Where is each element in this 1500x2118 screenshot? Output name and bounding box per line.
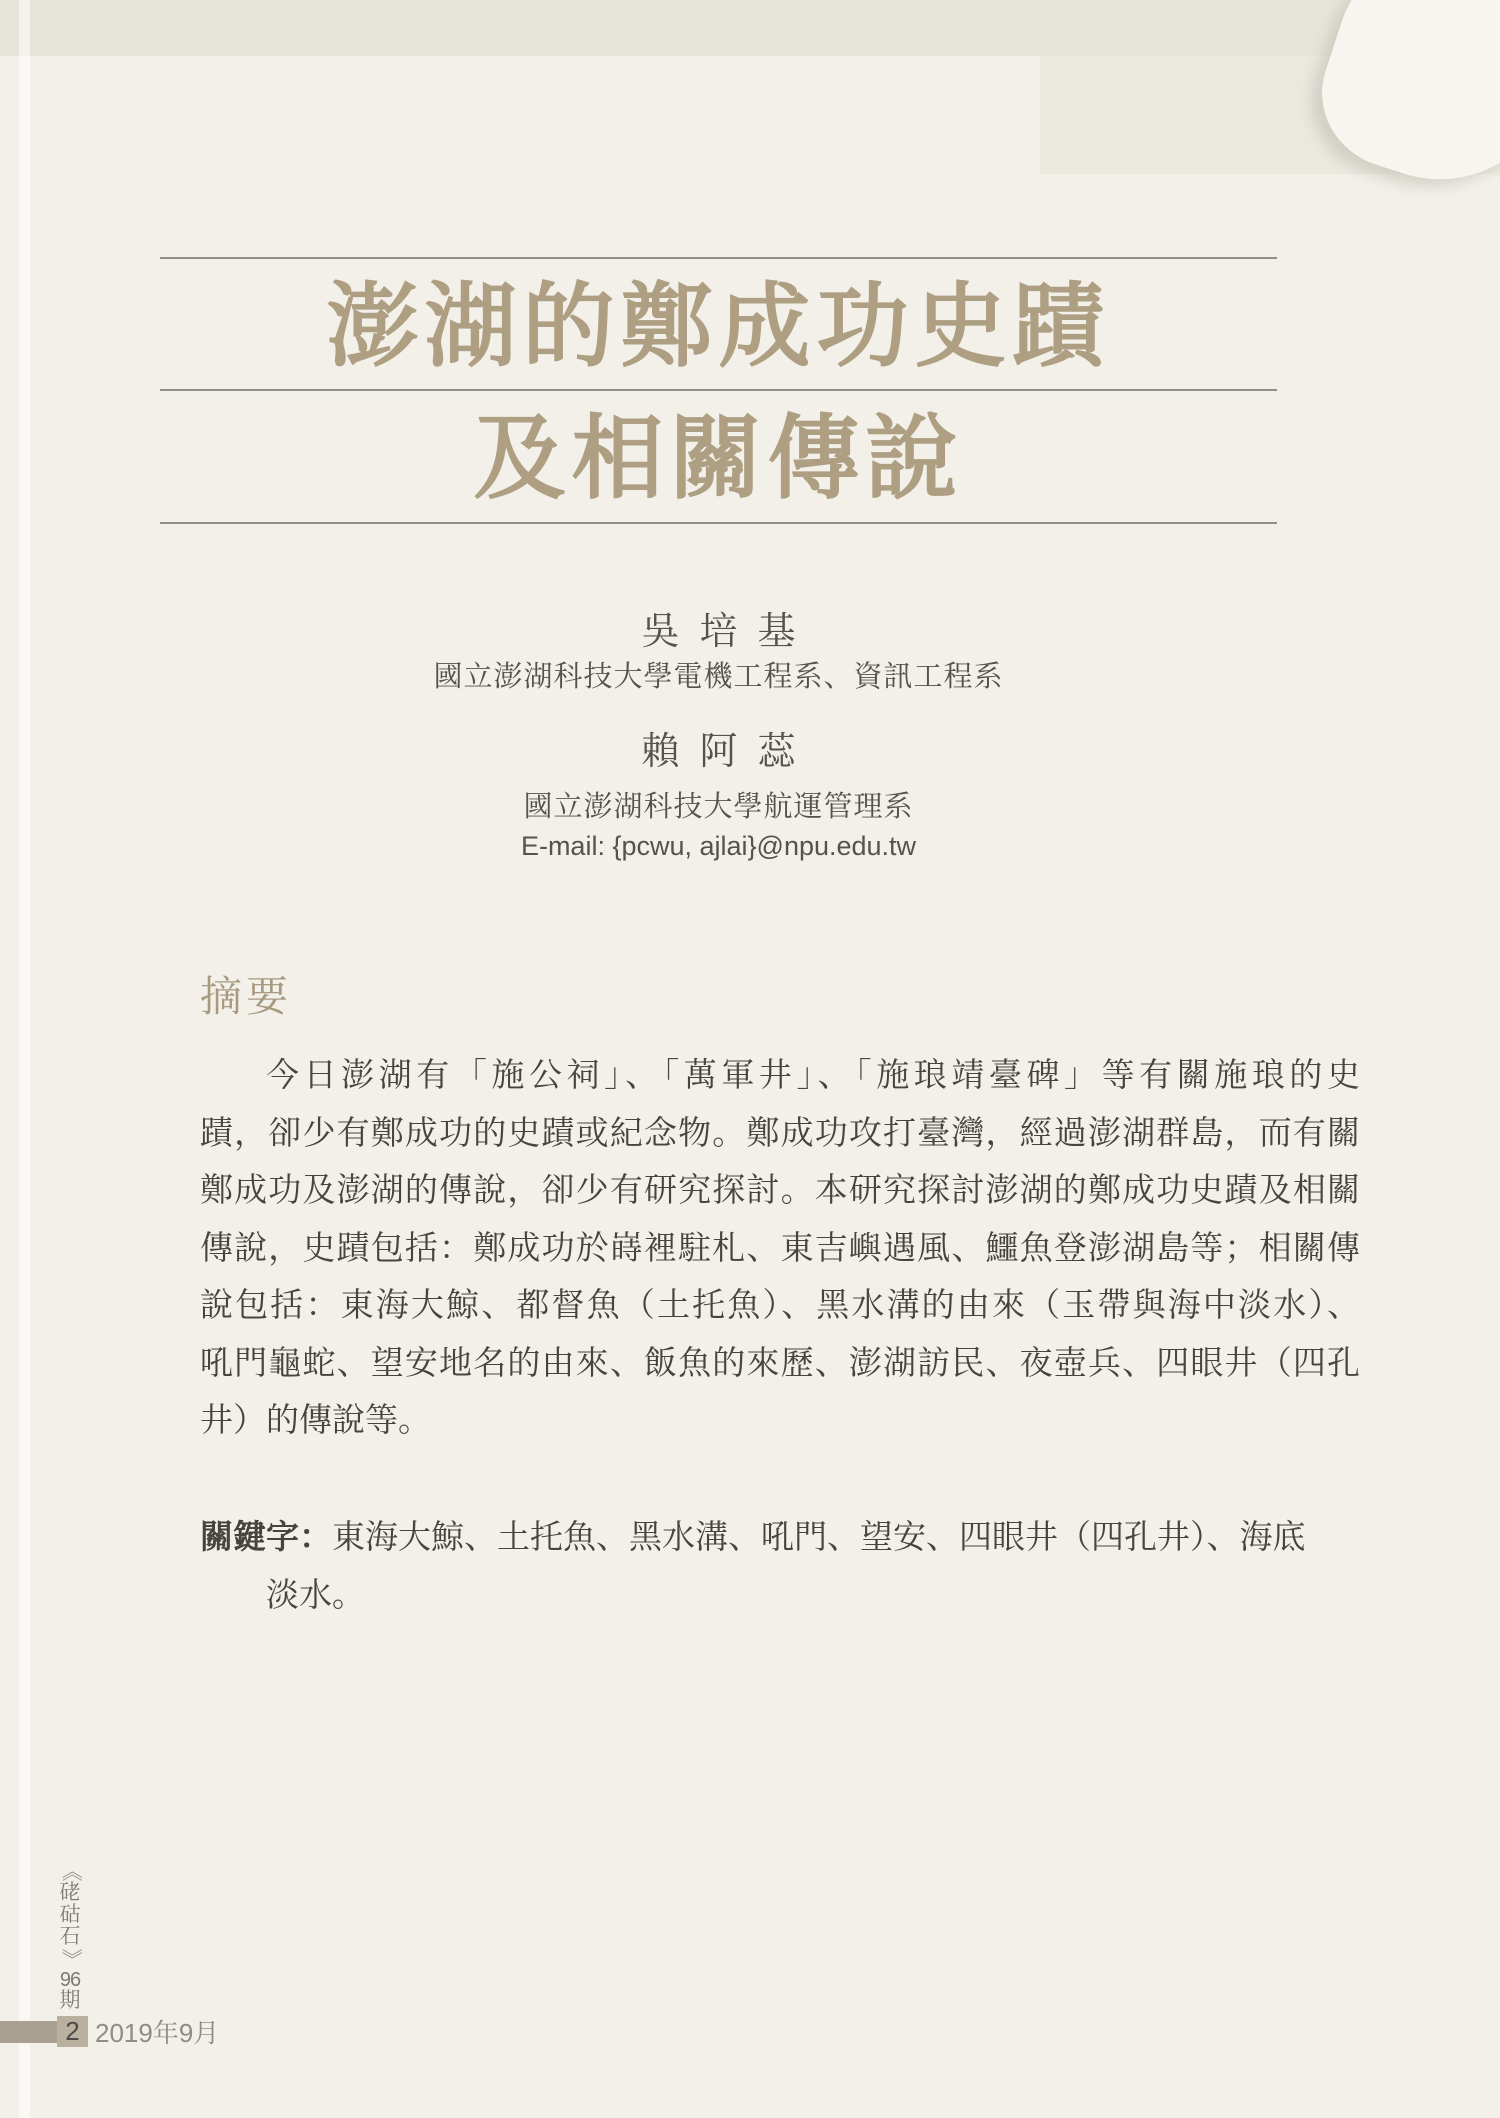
abstract-line-4: 傳說，史蹟包括：鄭成功於嵵裡駐札、東吉嶼遇風、鱷魚登澎湖島等；相關傳: [200, 1230, 1360, 1267]
spine-open-bracket: 《: [59, 1860, 82, 1882]
abstract-line-7: 井）的傳說等。: [200, 1403, 431, 1439]
abstract-heading: 摘要: [200, 973, 293, 1020]
keywords-line-1: [200, 1510, 1390, 1568]
keywords-label: 關鍵字：: [200, 1520, 332, 1556]
title-rule-bottom: [160, 522, 1277, 524]
abstract-line-6: 吼門龜蛇、望安地名的由來、飯魚的來歷、澎湖訪民、夜壺兵、四眼井（四孔: [200, 1345, 1360, 1382]
author-affiliation-1: 國立澎湖科技大學電機工程系、資訊工程系: [433, 661, 1004, 693]
spine-close-bracket: 》: [59, 1948, 82, 1970]
author-name-1: 吳培基: [641, 611, 816, 653]
author-name-2: 賴阿蕊: [641, 731, 816, 773]
author-affiliation-2: 國立澎湖科技大學航運管理系: [523, 791, 914, 823]
paper-title-line-1: 澎湖的鄭成功史蹟: [326, 276, 1111, 378]
top-scan-band: [0, 0, 1500, 56]
abstract-paragraph: [200, 1048, 1360, 1451]
keywords-block: [200, 1510, 1390, 1625]
abstract-line-1: 今日澎湖有「施公祠」、「萬軍井」、「施琅靖臺碑」等有關施琅的史: [266, 1058, 1360, 1094]
spine-char-2: 𥑮: [59, 1903, 81, 1926]
keywords-line-2: 淡水。: [266, 1577, 365, 1614]
issue-date: 2019年9月: [95, 2018, 220, 2048]
abstract-line-2: 蹟，卻少有鄭成功的史蹟或紀念物。鄭成功攻打臺灣，經過澎湖群島，而有關: [200, 1115, 1360, 1152]
left-edge-highlight: [19, 0, 30, 2118]
abstract-line-5: 說包括：東海大鯨、都督魚（土托魚）、黑水溝的由來（玉帶與海中淡水）、: [200, 1288, 1360, 1324]
spine-char-3: 石: [59, 1925, 81, 1948]
journal-spine-title: [52, 1860, 88, 2012]
email-line: E-mail: {pcwu, ajlai}@npu.edu.tw: [520, 831, 917, 861]
title-rule-middle: [160, 389, 1277, 391]
keywords-text: 東海大鯨、土托魚、黑水溝、吼門、望安、四眼井（四孔井）、海底: [332, 1520, 1306, 1556]
page-number-band: [0, 2021, 57, 2043]
paper-title-line-2: 及相關傳說: [473, 408, 964, 510]
spine-issue-number: 96: [59, 1969, 81, 1991]
title-rule-top: [160, 257, 1277, 259]
spine-char-issue: 期: [59, 1989, 81, 2012]
spine-char-1: 硓: [59, 1881, 81, 1904]
abstract-line-3: 鄭成功及澎湖的傳說，卻少有研究探討。本研究探討澎湖的鄭成功史蹟及相關: [200, 1173, 1360, 1209]
page-number-badge: 2: [57, 2016, 88, 2047]
